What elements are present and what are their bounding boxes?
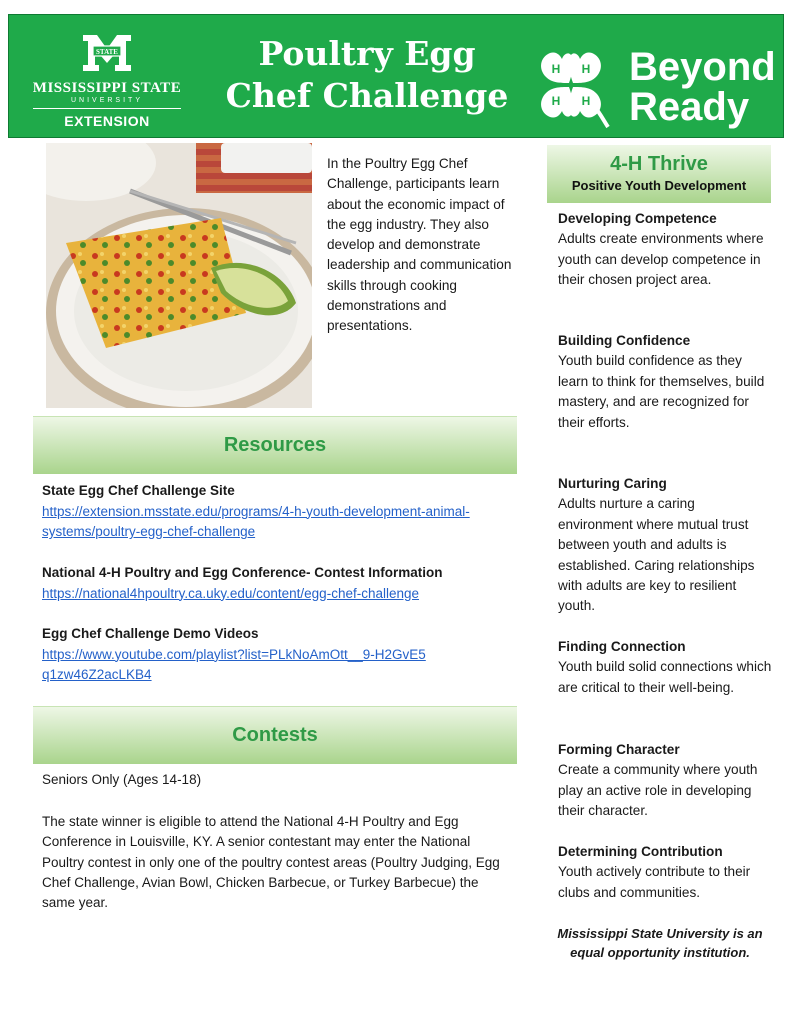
- thrive-item: [558, 637, 772, 698]
- resource-title: State Egg Chef Challenge Site: [42, 483, 235, 498]
- resource-link[interactable]: https://national4hpoultry.ca.uky.edu/content/egg-chef-challenge: [42, 585, 419, 601]
- thrive-subtitle: Positive Youth Development: [571, 178, 747, 193]
- tagline-line2: Ready: [629, 85, 750, 129]
- thrive-item: [558, 209, 772, 291]
- msu-logo-name: MISSISSIPPI STATE: [32, 80, 182, 96]
- tagline-line1: Beyond: [629, 45, 776, 89]
- page-title-line2: Chef Challenge: [225, 76, 509, 115]
- thrive-heading-box: [547, 145, 771, 203]
- thrive-title: 4-H Thrive: [610, 153, 708, 175]
- resource-item: [42, 624, 512, 686]
- thrive-item: [558, 842, 772, 903]
- resource-item: [42, 563, 512, 604]
- page-title-line1: Poultry Egg: [258, 34, 476, 73]
- svg-text:H: H: [581, 94, 591, 108]
- msu-logo-extension: EXTENSION: [64, 113, 150, 129]
- header-banner: [8, 14, 784, 138]
- page-title: [217, 33, 517, 117]
- thrive-item-text: Adults create environments where youth can develop competence in their chosen project area.: [558, 231, 764, 288]
- thrive-item: [558, 740, 772, 822]
- egg-casserole-image: [46, 143, 312, 408]
- thrive-item: [558, 331, 772, 433]
- intro-paragraph: In the Poultry Egg Chef Challenge, participants learn about the economic impact of the egg industry. They also develop and demonstrate leadership and communication skills through cooking demonstrations and presentations.: [327, 156, 512, 334]
- thrive-item-text: Youth actively contribute to their clubs and communities.: [558, 864, 751, 900]
- thrive-item-title: Forming Character: [558, 742, 680, 757]
- resource-link[interactable]: https://extension.msstate.edu/programs/4-h-youth-development-animal-systems/poultry-egg-chef-challenge: [42, 503, 470, 539]
- msu-logo-divider: [33, 108, 181, 109]
- resource-link[interactable]: https://www.youtube.com/playlist?list=PLkNoAmOtt__9-H2GvE5q1zw46Z2acLKB4: [42, 646, 426, 682]
- equal-opportunity-statement: Mississippi State University is an equal opportunity institution.: [557, 926, 763, 960]
- 4h-clover-icon: [530, 43, 612, 129]
- thrive-item-title: Developing Competence: [558, 211, 717, 226]
- egg-dish-photo: [46, 143, 312, 408]
- thrive-item-title: Nurturing Caring: [558, 476, 667, 491]
- resource-title: National 4-H Poultry and Egg Conference- Contest Information: [42, 565, 443, 580]
- thrive-item-title: Determining Contribution: [558, 844, 723, 859]
- msu-logo-state-text: STATE: [96, 48, 118, 56]
- thrive-item-title: Building Confidence: [558, 333, 691, 348]
- svg-text:H: H: [551, 62, 561, 76]
- msu-extension-logo: [27, 33, 187, 137]
- thrive-item-text: Create a community where youth play an active role in developing their character.: [558, 762, 758, 819]
- thrive-item-text: Youth build solid connections which are critical to their well-being.: [558, 659, 772, 695]
- contest-eligibility: Seniors Only (Ages 14-18): [42, 772, 202, 787]
- contest-details: The state winner is eligible to attend the National 4-H Poultry and Egg Conference in Louisville, KY. A senior contestant may enter the National Poultry contest in only one of the poultry contest areas (Poultry Judging, Egg Chef Challenge, Avian Bowl, Chicken Barbecue, or Turkey Barbecue) the same year.: [42, 814, 500, 911]
- resources-heading: Resources: [33, 416, 517, 474]
- beyond-ready-tagline: [629, 47, 776, 127]
- resource-item: [42, 481, 512, 543]
- resource-title: Egg Chef Challenge Demo Videos: [42, 626, 259, 641]
- thrive-item-title: Finding Connection: [558, 639, 686, 654]
- contests-heading: Contests: [33, 706, 517, 764]
- thrive-item-text: Youth build confidence as they learn to think for themselves, build mastery, and are recognized for their efforts.: [558, 353, 765, 430]
- msu-logo-university: UNIVERSITY: [70, 97, 143, 104]
- thrive-item-text: Adults nurture a caring environment where mutual trust between youth and adults is established. Caring relationships with adults are key to resilient youth.: [558, 496, 755, 614]
- svg-text:H: H: [551, 94, 561, 108]
- msu-m-logo-icon: [77, 33, 137, 73]
- thrive-item: [558, 474, 772, 617]
- svg-text:H: H: [581, 62, 591, 76]
